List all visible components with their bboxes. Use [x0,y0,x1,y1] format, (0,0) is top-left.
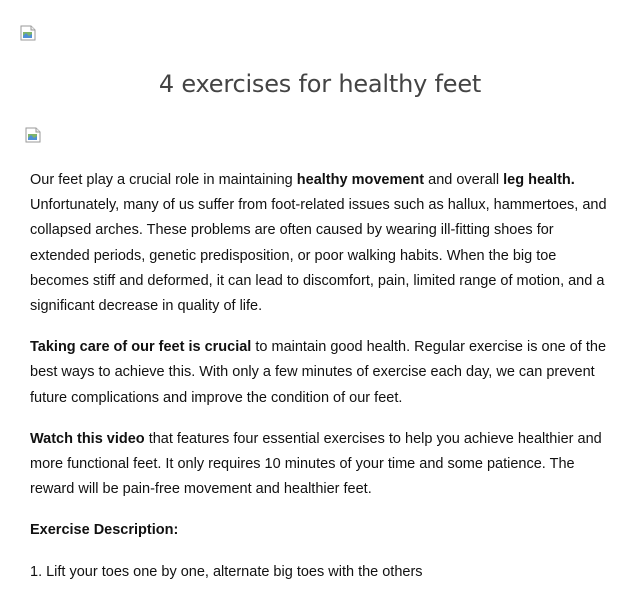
p1-text-intro: Our feet play a crucial role in maintaining [30,172,297,188]
list-item: 1. Lift your toes one by one, alternate big toes with the others [30,563,423,580]
broken-image-icon [25,127,41,143]
video-paragraph [30,427,610,503]
p3-bold: Watch this video [30,430,145,447]
p1-bold-leg-health: leg health. [503,172,575,188]
broken-image-icon [20,25,36,41]
p1-text-rest: Unfortunately, many of us suffer from foot-related issues such as hallux, hammertoes, and collapsed arches. These problems are often caused by wearing ill-fitting shoes for extended periods, genetic predisposition, or poor walking habits. When the big toe becomes stiff and deformed, it can lead to discomfort, pain, limited range of motion, and a significant decrease in quality of life. [30,197,607,315]
p2-text: to maintain good health. Regular exercise is one of the best ways to achieve this. With only a few minutes of exercise each day, we can prevent future complications and improve the condition of our feet. [30,339,607,406]
p1-bold-healthy-movement: healthy movement [296,172,425,188]
care-paragraph [30,335,610,411]
page-title: 4 exercises for healthy feet [158,70,482,98]
p1-text-mid: and overall [424,172,504,188]
article-body [30,168,610,601]
section-heading [30,518,610,543]
intro-paragraph [30,168,610,319]
section-heading-text: Exercise Description: [30,522,179,539]
p2-bold: Taking care of our feet is crucial [30,339,252,356]
p3-text: that features four essential exercises to help you achieve healthier and more functional feet. It only requires 10 minutes of your time and some patience. The reward will be pain-free movement and healthier feet. [30,430,602,498]
